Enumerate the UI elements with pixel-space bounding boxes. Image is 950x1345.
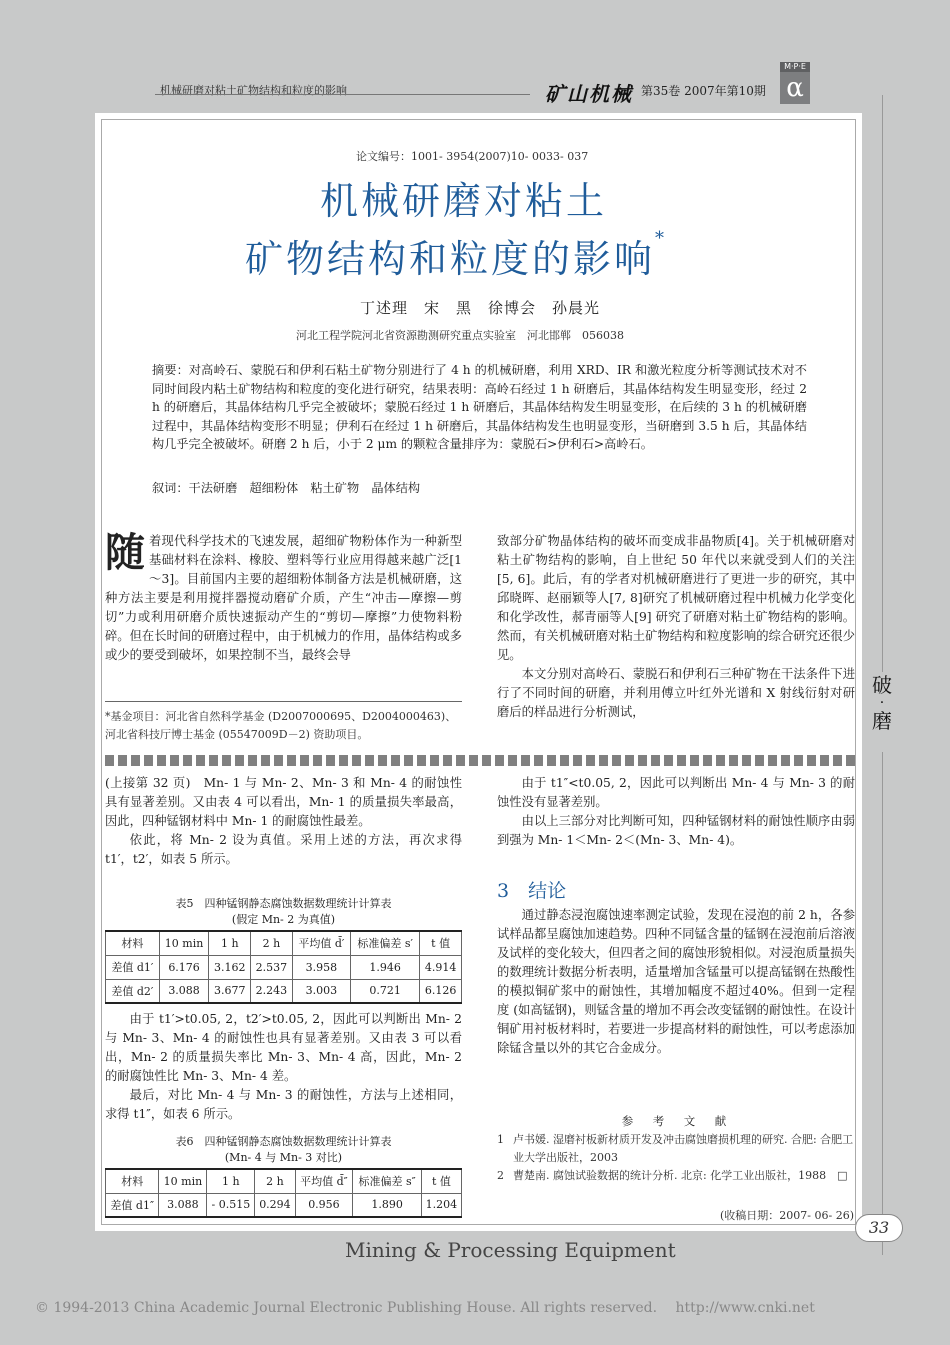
- table6-header: 平均值 d̄″: [295, 1169, 353, 1193]
- doc-number: 论文编号：1001- 3954(2007)10- 0033- 037: [356, 150, 589, 163]
- header-rule: [155, 94, 530, 95]
- table-cell: 3.088: [159, 1193, 207, 1217]
- continued-p2: 依此，将 Mn- 2 设为真值。采用上述的方法，再次求得 t1′，t2′，如表 5 所示。: [105, 833, 462, 866]
- continued-text-2: [105, 1010, 462, 1124]
- table-cell: 6.126: [420, 979, 462, 1003]
- references-list: [497, 1131, 855, 1185]
- reference-number: 2: [497, 1169, 504, 1182]
- continued-p4: 最后，对比 Mn- 4 与 Mn- 3 的耐蚀性，方法与上述相同，求得 t1″，如表 6 所示。: [105, 1088, 462, 1121]
- table6-header: 标准偏差 s″: [353, 1169, 421, 1193]
- table-cell: 0.956: [295, 1193, 353, 1217]
- continued-r1: 由于 t1″<t0.05, 2，因此可以判断出 Mn- 4 与 Mn- 3 的耐蚀性没有显著差别。: [497, 776, 855, 809]
- table5-header: t 值: [420, 931, 462, 955]
- table6: [105, 1168, 462, 1218]
- issue-info: 第35卷 2007年第10期: [641, 84, 766, 98]
- table-cell: 1.890: [353, 1193, 421, 1217]
- continued-r2: 由以上三部分对比判断可知，四种锰钢材料的耐蚀性顺序由弱到强为 Mn- 1＜Mn- 2＜(Mn- 3、Mn- 4)。: [497, 814, 855, 847]
- abstract: 摘要：对高岭石、蒙脱石和伊利石粘土矿物分别进行了 4 h 的机械研磨，利用 XRD、IR 和激光粒度分析等测试技术对不同时间段内粘土矿物结构和粒度的变化进行研究，结果表明：高岭石经过 1 h 研磨后，其晶体结构发生明显变形，经过 2 h 的研磨后，其晶体结构几乎完全被破坏；蒙脱石经过 1 h 研磨后，其晶体结构发生明显变形，在后续的 3 h 的机械研磨过程中，其晶体结构变形不明显；伊利石在经过 1 h 研磨后，其晶体结构发生也明显变形，当研磨到 3.5 h 后，其晶体结构几乎完全被破坏。研磨 2 h 后，小于 2 μm 的颗粒含量排序为：蒙脱石>伊利石>高岭石。: [152, 363, 807, 452]
- table-cell: 3.003: [292, 979, 350, 1003]
- authors: 丁述理 宋 黑 徐博会 孙晨光: [360, 299, 601, 317]
- table5-header: 平均值 d̄′: [292, 931, 350, 955]
- logo-text: M·P·E: [780, 62, 810, 72]
- copyright-notice: © 1994-2013 China Academic Journal Electronic Publishing House. All rights reserved. http://www.cnki.net: [35, 1300, 815, 1316]
- conclusion-text: [497, 906, 855, 1058]
- body-column-2: [497, 532, 855, 722]
- body-col2-p2: 本文分别对高岭石、蒙脱石和伊利石三种矿物在干法条件下进行了不同时间的研磨，并利用傅立叶红外光谱和 X 射线衍射对研磨后的样品进行分析测试，: [497, 667, 855, 719]
- table-cell: 4.914: [420, 955, 462, 979]
- journal-logo: [780, 62, 810, 104]
- table-cell: 3.677: [209, 979, 251, 1003]
- page-number: 33: [855, 1214, 903, 1242]
- table-cell: 差值 d1′: [106, 955, 160, 979]
- journal-english-name: Mining & Processing Equipment: [345, 1238, 676, 1262]
- table-cell: 差值 d2′: [106, 979, 160, 1003]
- table-cell: 3.958: [292, 955, 350, 979]
- table-row: [106, 979, 462, 1003]
- title-line1: 机械研磨对粘土: [320, 179, 608, 223]
- section-tab-char1: 破: [872, 673, 892, 697]
- reference-text: 曹楚南. 腐蚀试验数据的统计分析. 北京: 化学工业出版社，1988 □: [513, 1169, 848, 1182]
- section-tab-dot: ·: [879, 695, 885, 711]
- table5-header: 标准偏差 s′: [351, 931, 420, 955]
- section-divider: [105, 755, 855, 766]
- table-cell: 3.162: [209, 955, 251, 979]
- section-tab-char2: 磨: [872, 709, 892, 733]
- table-row: [106, 955, 462, 979]
- table5-caption-sub: (假定 Mn- 2 为真值): [231, 913, 336, 926]
- table-cell: 2.537: [251, 955, 293, 979]
- table5-caption-title: 表5 四种锰钢静态腐蚀数据数理统计计算表: [175, 897, 392, 910]
- reference-number: 1: [497, 1133, 504, 1146]
- body-column-1: [105, 529, 462, 665]
- table5: [105, 930, 462, 1004]
- table6-caption-sub: (Mn- 4 与 Mn- 3 对比): [224, 1151, 343, 1164]
- running-title: 机械研磨对粘土矿物结构和粒度的影响: [160, 84, 347, 97]
- table-cell: 6.176: [159, 955, 209, 979]
- continued-p3: 由于 t1′>t0.05, 2，t2′>t0.05, 2，因此可以判断出 Mn- 2 与 Mn- 3、Mn- 4 的耐蚀性也具有显著差别。又由表 3 可以看出，Mn- 2 的质量损失率比 Mn- 3、Mn- 4 高，因此，Mn- 2 的耐腐蚀性比 Mn- 3、Mn- 4 差。: [105, 1012, 462, 1083]
- table6-caption: [105, 1133, 462, 1165]
- funding-footnote: *基金项目：河北省自然科学基金 (D2007000695、D2004000463)、河北省科技厅博士基金 (05547009D－2) 资助项目。: [105, 710, 457, 741]
- table5-header: 10 min: [159, 931, 209, 955]
- table6-header: 2 h: [255, 1169, 295, 1193]
- continued-p1: (上接第 32 页) Mn- 1 与 Mn- 2、Mn- 3 和 Mn- 4 的耐蚀性具有显著差别。又由表 4 可以看出，Mn- 1 的质量损失率最高，因此，四种锰钢材料中 Mn- 1 的耐腐蚀性最差。: [105, 776, 462, 828]
- table6-header: 1 h: [207, 1169, 255, 1193]
- table5-header: 材料: [106, 931, 160, 955]
- section-heading: 3 结论: [497, 880, 567, 902]
- continued-text-1: [105, 774, 462, 869]
- table5-header: 1 h: [209, 931, 251, 955]
- table-cell: 0.294: [255, 1193, 295, 1217]
- table-cell: 1.204: [421, 1193, 461, 1217]
- conclusion-paragraph: 通过静态浸泡腐蚀速率测定试验，发现在浸泡的前 2 h，各参试样品都呈腐蚀加速趋势。四种不同锰含量的锰钢在浸泡前后溶液及试样的变化较大，但四者之间的腐蚀形貌相似。对浸泡质量损失的数理统计数据分析表明，适量增加含锰量可以提高锰钢在热酸性的模拟铜矿浆中的耐蚀性，其增加幅度不超过40%。但到一定程度 (如高锰钢)，则锰含量的增加不再会改变锰钢的耐蚀性。在设计铜矿用衬板材料时，若要进一步提高材料的耐蚀性，可以考虑添加除锰含量以外的其它合金成分。: [497, 908, 855, 1055]
- table5-header-row: [106, 931, 462, 955]
- received-date: (收稿日期：2007- 06- 26): [720, 1209, 854, 1222]
- table6-header: 材料: [106, 1169, 159, 1193]
- table-cell: 3.088: [159, 979, 209, 1003]
- journal-brand: 矿山机械: [545, 82, 633, 106]
- reference-item: [497, 1167, 855, 1185]
- table-cell: - 0.515: [207, 1193, 255, 1217]
- table6-header: 10 min: [159, 1169, 207, 1193]
- dropcap: 随: [105, 529, 145, 576]
- title-footnote-mark: *: [655, 228, 668, 249]
- title-line2: [245, 228, 667, 283]
- references-heading: 参 考 文 献: [621, 1114, 731, 1128]
- table-cell: 0.721: [351, 979, 420, 1003]
- table5-caption: [105, 895, 462, 927]
- table6-header-row: [106, 1169, 462, 1193]
- table-cell: 1.946: [351, 955, 420, 979]
- affiliation: 河北工程学院河北省资源勘测研究重点实验室 河北邯郸 056038: [296, 329, 624, 342]
- section-tab: [862, 672, 902, 752]
- body-col1-text: 着现代科学技术的飞速发展，超细矿物粉体作为一种新型基础材料在涂料、橡胶、塑料等行业应用得越来越广泛[1～3]。目前国内主要的超细粉体制备方法是机械研磨，这种方法主要是利用搅拌器搅动磨矿介质，产生“冲击—摩擦—剪切”力或利用研磨介质快速振动产生的“剪切—摩擦”力使物料粉碎。但在长时间的研磨过程中，由于机械力的作用，晶体结构或多或少的要受到破坏，如果控制不当，最终会导: [105, 534, 462, 662]
- body-col2-p1: 致部分矿物晶体结构的破坏而变成非晶物质[4]。关于机械研磨对粘土矿物结构的影响，自上世纪 50 年代以来就受到人们的关注[5, 6]。此后，有的学者对机械研磨进行了更进一步的研究，其中邱晓晖、赵丽颖等人[7, 8]研究了机械研磨过程中机械力化学变化和化学改性，郝青丽等人[9] 研究了研磨对粘土矿物结构的影响。然而，有关机械研磨对粘土矿物结构和粒度影响的综合研究还很少见。: [497, 534, 855, 662]
- alpha-icon: α: [786, 73, 804, 103]
- table6-header: t 值: [421, 1169, 461, 1193]
- reference-item: [497, 1131, 855, 1167]
- continued-text-right: [497, 774, 855, 850]
- keywords: 叙词：干法研磨 超细粉体 粘土矿物 晶体结构: [152, 481, 421, 495]
- table5-header: 2 h: [251, 931, 293, 955]
- table-row: [106, 1193, 462, 1217]
- reference-text: 卢书媛. 湿磨衬板新材质开发及冲击腐蚀磨损机理的研究. 合肥: 合肥工业大学出版社，2003: [513, 1133, 854, 1164]
- table-cell: 2.243: [251, 979, 293, 1003]
- table6-caption-title: 表6 四种锰钢静态腐蚀数据数理统计计算表: [175, 1135, 392, 1148]
- title-line2-text: 矿物结构和粒度的影响: [245, 237, 656, 281]
- footnote-rule: [105, 701, 462, 702]
- table-cell: 差值 d1″: [106, 1193, 159, 1217]
